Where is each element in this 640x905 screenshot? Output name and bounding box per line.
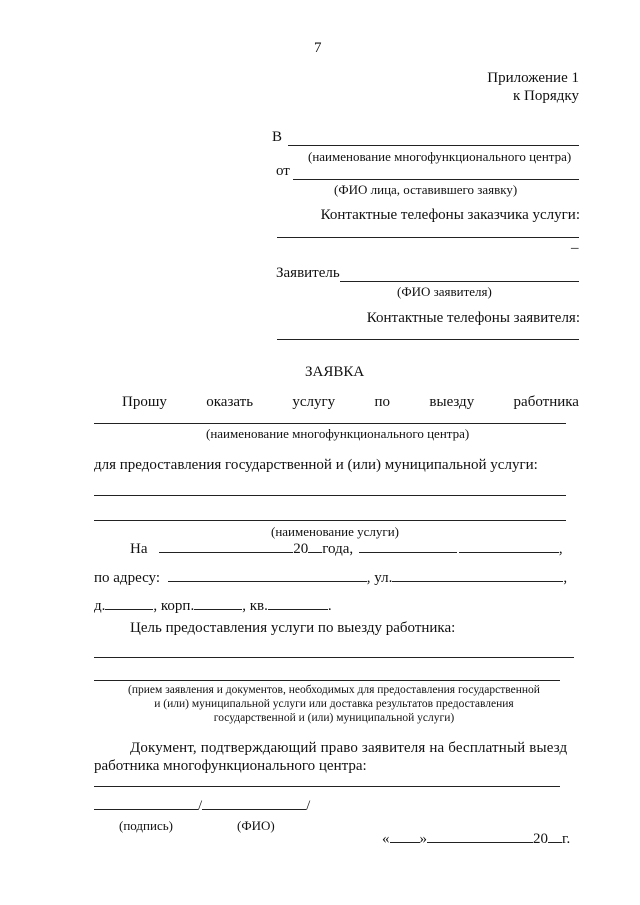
document-line[interactable] — [94, 786, 560, 787]
date-extra-field-1[interactable] — [359, 540, 457, 553]
address-row-comma: , — [563, 570, 568, 586]
from-field-line[interactable] — [293, 179, 579, 180]
footer-year-field[interactable] — [548, 830, 562, 843]
house-field[interactable] — [105, 597, 153, 610]
applicant-phones-line[interactable] — [277, 339, 579, 340]
apt-field[interactable] — [268, 597, 328, 610]
goal-hint-1: (прием заявления и документов, необходимых для предоставления государственной — [128, 684, 540, 696]
service-hint: (наименование услуги) — [271, 524, 400, 539]
goal-hint-3: государственной и (или) муниципальной услуги) — [213, 712, 455, 724]
applicant-hint: (ФИО заявителя) — [397, 284, 492, 299]
house-label: д. — [94, 598, 106, 614]
request-word: выезду — [429, 394, 475, 410]
house-row-end: . — [327, 598, 332, 614]
request-word: услугу — [292, 394, 336, 410]
signature-slash-2: / — [306, 798, 311, 814]
applicant-label: Заявитель — [276, 265, 340, 281]
page-number: 7 — [314, 40, 322, 56]
request-word: оказать — [206, 394, 254, 410]
signature-field[interactable] — [94, 797, 198, 810]
footer-year-suffix: г. — [562, 831, 571, 847]
footer-year-prefix: 20 — [533, 831, 548, 847]
to-hint: (наименование многофункционального центра) — [308, 149, 572, 164]
corp-field[interactable] — [194, 597, 242, 610]
house-row — [94, 597, 332, 615]
footer-close-quote: » — [419, 831, 427, 847]
form-title: ЗАЯВКА — [305, 364, 365, 380]
service-line-2[interactable] — [94, 520, 566, 521]
customer-phones-label: Контактные телефоны заказчика услуги: — [320, 207, 580, 223]
date-year-field[interactable] — [308, 540, 322, 553]
footer-date — [382, 830, 570, 848]
footer-month-field[interactable] — [427, 830, 533, 843]
address-label: по адресу: — [94, 570, 161, 586]
goal-label: Цель предоставления услуги по выезду работника: — [130, 620, 456, 636]
date-extra-field-2[interactable] — [459, 540, 559, 553]
service-line-1[interactable] — [94, 495, 566, 496]
address-row — [94, 569, 567, 587]
footer-day-field[interactable] — [390, 830, 420, 843]
name-field[interactable] — [202, 797, 306, 810]
to-prefix: В — [272, 129, 283, 145]
date-na: На — [130, 541, 148, 557]
date-row-comma: , — [558, 541, 563, 557]
customer-phones-dash: – — [571, 240, 579, 256]
mfc-name-hint: (наименование многофункционального центра) — [206, 426, 470, 441]
address-city-field[interactable] — [168, 569, 367, 582]
apt-label: , кв. — [242, 598, 268, 614]
customer-phones-line[interactable] — [277, 237, 579, 238]
to-field-line[interactable] — [288, 145, 579, 146]
address-street-field[interactable] — [392, 569, 563, 582]
request-word: Прошу — [122, 394, 167, 410]
purpose-line: для предоставления государственной и (или) муниципальной услуги: — [94, 457, 538, 473]
request-word: работника — [513, 394, 579, 410]
from-hint: (ФИО лица, оставившего заявку) — [334, 182, 518, 197]
document-text-1: Документ, подтверждающий право заявителя на бесплатный выезд — [130, 740, 568, 756]
signature-slash-1: / — [198, 798, 203, 814]
signature-hint: (подпись) — [119, 818, 173, 833]
request-row — [122, 394, 579, 411]
goal-hint-2: и (или) муниципальной услуги или доставка результатов предоставления — [154, 698, 514, 710]
date-year-suffix: года, — [322, 541, 354, 557]
name-hint: (ФИО) — [237, 818, 275, 833]
document-text-2: работника многофункционального центра: — [94, 758, 367, 774]
goal-line-1[interactable] — [94, 657, 574, 658]
appendix-label: Приложение 1 — [487, 70, 579, 86]
appendix-order: к Порядку — [513, 88, 579, 104]
from-prefix: от — [276, 163, 290, 179]
date-day-field[interactable] — [159, 540, 293, 553]
signature-row — [94, 797, 310, 815]
goal-line-2[interactable] — [94, 680, 560, 681]
applicant-field-line[interactable] — [340, 281, 579, 282]
request-word: по — [374, 394, 391, 410]
address-street-label: , ул. — [366, 570, 393, 586]
applicant-phones-label: Контактные телефоны заявителя: — [366, 310, 580, 326]
footer-open-quote: « — [382, 831, 390, 847]
mfc-name-line[interactable] — [94, 423, 566, 424]
date-year-prefix: 20 — [293, 541, 309, 557]
date-row — [130, 540, 563, 558]
corp-label: , корп. — [153, 598, 195, 614]
